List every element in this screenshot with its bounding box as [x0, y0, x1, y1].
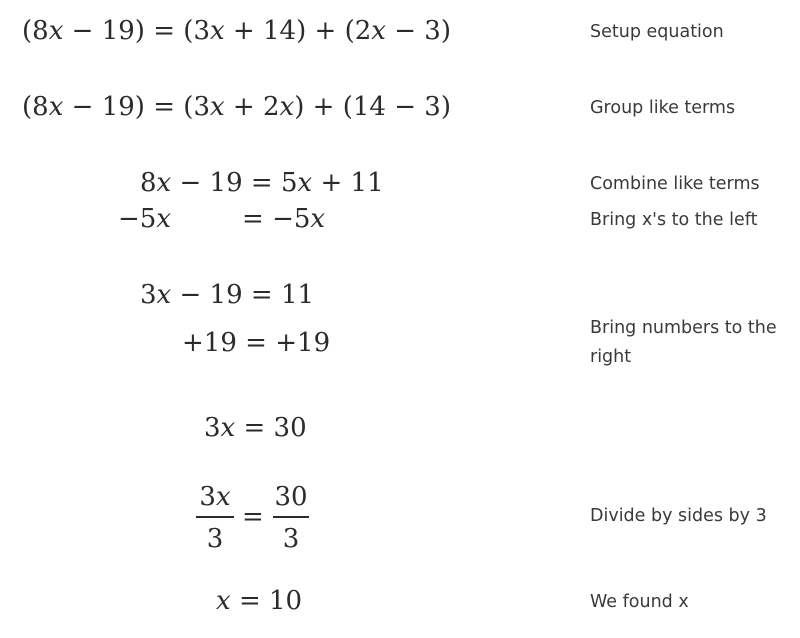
fraction-right-denominator: 3 [282, 523, 300, 554]
note-combine-like-terms: Combine like terms [590, 174, 760, 194]
fraction-right-numerator: 30 [274, 482, 308, 512]
note-setup-equation: Setup equation [590, 22, 724, 42]
equation-add-19: +19 = +19 [182, 328, 331, 358]
equation-3x-equals-30: 3x = 30 [204, 413, 307, 443]
note-divide-by-3: Divide by sides by 3 [590, 506, 767, 526]
fraction-left-bar [196, 516, 234, 518]
equation-group-like-terms: (8x − 19) = (3x + 2x) + (14 − 3) [22, 92, 451, 122]
note-bring-x-left: Bring x's to the left [590, 210, 758, 230]
fraction-left-denominator: 3 [206, 523, 224, 554]
note-bring-numbers-right: Bring numbers to the right [590, 318, 777, 367]
equation-setup: (8x − 19) = (3x + 14) + (2x − 3) [22, 16, 451, 46]
fraction-equals-sign: = [242, 502, 264, 532]
fraction-right-bar [273, 516, 309, 518]
fraction-right [273, 484, 309, 552]
fraction-left-numerator: 3x [199, 482, 231, 512]
note-found-x: We found x [590, 592, 689, 612]
equation-solution: x = 10 [216, 586, 303, 616]
equation-3x-minus-19: 3x − 19 = 11 [140, 280, 315, 310]
equation-subtract-5x-right: = −5x [242, 204, 326, 234]
equation-subtract-5x-left: −5x [118, 204, 172, 234]
fraction-left [196, 484, 234, 552]
equation-combine-like-terms: 8x − 19 = 5x + 11 [140, 168, 384, 198]
note-group-like-terms: Group like terms [590, 98, 736, 118]
